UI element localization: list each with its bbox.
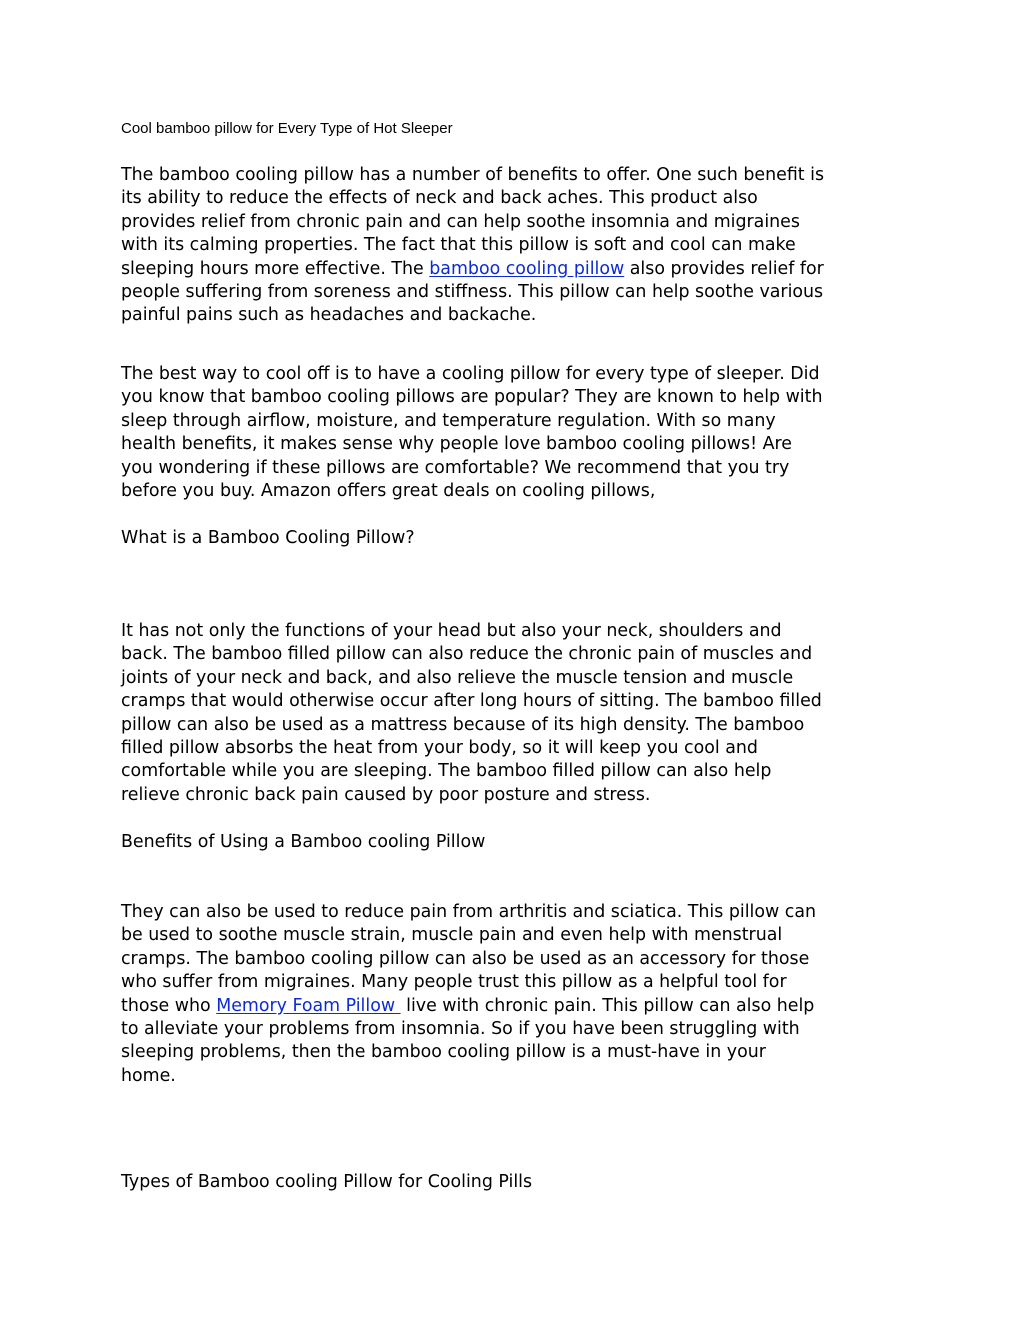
text-line: health benefits, it makes sense why people love bamboo cooling pillows! Are <box>121 434 792 455</box>
text-line: you know that bamboo cooling pillows are popular? They are known to help with <box>121 387 823 408</box>
paragraph-pain-relief <box>121 901 816 1088</box>
text-line: They can also be used to reduce pain from arthritis and sciatica. This pillow can <box>121 902 817 922</box>
text-line: who suffer from migraines. Many people trust this pillow as a helpful tool for <box>121 972 787 993</box>
text-line: be used to soothe muscle strain, muscle pain and even help with menstrual <box>121 925 783 946</box>
paragraph-bamboo-filled-pillow <box>121 620 822 807</box>
text-segment: sleeping hours more effective. The <box>121 258 430 279</box>
text-line: comfortable while you are sleeping. The bamboo filled pillow can also help <box>121 761 772 782</box>
document-title: Cool bamboo pillow for Every Type of Hot Sleeper <box>121 120 453 137</box>
heading-benefits: Benefits of Using a Bamboo cooling Pillow <box>121 832 486 852</box>
text-line: its ability to reduce the effects of neck and back aches. This product also <box>121 188 758 209</box>
text-line: relieve chronic back pain caused by poor posture and stress. <box>121 784 651 805</box>
text-line: sleep through airflow, moisture, and temperature regulation. With so many <box>121 410 776 431</box>
text-line: home. <box>121 1065 176 1086</box>
text-line: you wondering if these pillows are comfortable? We recommend that you try <box>121 457 790 478</box>
text-line: It has not only the functions of your head but also your neck, shoulders and <box>121 621 782 641</box>
heading-types-of-pillow: Types of Bamboo cooling Pillow for Cooling Pills <box>121 1172 533 1192</box>
text-line: people suffering from soreness and stiffness. This pillow can help soothe various <box>121 281 824 302</box>
text-line: cramps. The bamboo cooling pillow can also be used as an accessory for those <box>121 948 810 969</box>
text-line: provides relief from chronic pain and can help soothe insomnia and migraines <box>121 211 800 232</box>
text-line: to alleviate your problems from insomnia. So if you have been struggling with <box>121 1018 800 1039</box>
text-segment: also provides relief for <box>624 258 824 279</box>
text-line: cramps that would otherwise occur after long hours of sitting. The bamboo filled <box>121 691 822 712</box>
text-segment: live with chronic pain. This pillow can also help <box>400 995 815 1016</box>
text-line: with its calming properties. The fact that this pillow is soft and cool can make <box>121 235 796 256</box>
paragraph-bamboo-benefits <box>121 164 824 328</box>
text-line: The bamboo cooling pillow has a number of benefits to offer. One such benefit is <box>121 165 825 185</box>
memory-foam-pillow-link[interactable]: Memory Foam Pillow <box>216 995 401 1016</box>
text-line-with-link <box>121 258 824 281</box>
text-line: sleeping problems, then the bamboo cooling pillow is a must-have in your <box>121 1042 766 1063</box>
text-line: back. The bamboo filled pillow can also reduce the chronic pain of muscles and <box>121 644 813 665</box>
text-line: The best way to cool off is to have a cooling pillow for every type of sleeper. Did <box>121 364 820 384</box>
text-line-with-link <box>121 995 816 1018</box>
text-line: before you buy. Amazon offers great deals on cooling pillows, <box>121 480 656 501</box>
paragraph-cooling-for-every-sleeper <box>121 363 822 503</box>
text-line: pillow can also be used as a mattress because of its high density. The bamboo <box>121 714 805 735</box>
heading-what-is-bamboo-pillow: What is a Bamboo Cooling Pillow? <box>121 528 415 548</box>
text-segment: those who <box>121 995 217 1016</box>
text-line: joints of your neck and back, and also relieve the muscle tension and muscle <box>121 667 794 688</box>
text-line: filled pillow absorbs the heat from your body, so it will keep you cool and <box>121 737 758 758</box>
bamboo-cooling-pillow-link[interactable]: bamboo cooling pillow <box>429 258 625 279</box>
text-line: painful pains such as headaches and backache. <box>121 305 537 326</box>
